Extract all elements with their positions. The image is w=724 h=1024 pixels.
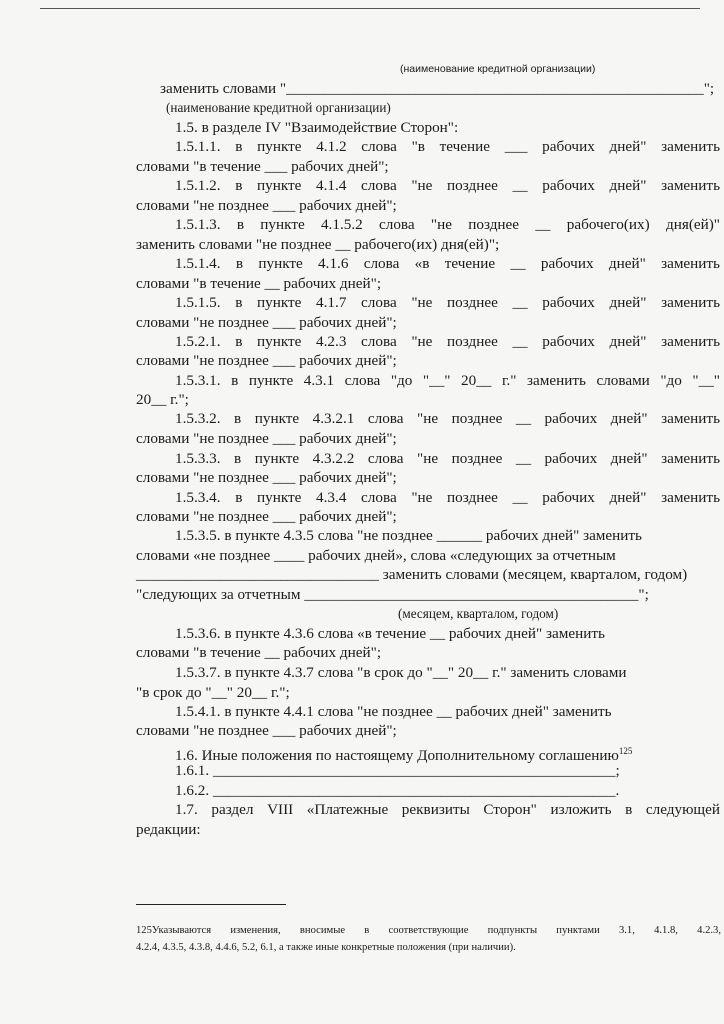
replace-note: (наименование кредитной организации) <box>166 100 391 115</box>
item-1-5-3-2-cont: словами "не позднее ___ рабочих дней"; <box>136 430 397 447</box>
item-1-5-3-4-cont: словами "не позднее ___ рабочих дней"; <box>136 508 397 525</box>
footnote-ref: 125 <box>618 746 633 756</box>
item-1-5-2-1: 1.5.2.1. в пункте 4.2.3 слова "не позднее __ рабочих дней" заменить <box>175 333 720 350</box>
item-1-5-3-6-cont: словами "в течение __ рабочих дней"; <box>136 644 382 661</box>
item-1-5-3-5: 1.5.3.5. в пункте 4.3.5 слова "не позднее ______ рабочих дней" заменить <box>175 527 642 544</box>
item-1-5-3-5-cont3: "следующих за отчетным ____________________________________________"; <box>136 586 649 603</box>
section-1-7-cont: редакции: <box>136 821 201 838</box>
item-1-5-1-3-cont: заменить словами "не позднее __ рабочего(их) дня(ей)"; <box>136 236 500 253</box>
item-1-5-1-4-cont: словами "в течение __ рабочих дней"; <box>136 275 382 292</box>
header-note: (наименование кредитной организации) <box>400 63 596 75</box>
replace-line: заменить словами "_______________________________________________________"; <box>160 80 715 97</box>
footnote-line-2: 4.2.4, 4.3.5, 4.3.8, 4.4.6, 5.2, 6.1, а также иные конкретные положения (при наличии). <box>136 942 516 953</box>
top-rule <box>40 8 700 9</box>
footnote-line-1: 125Указываются изменения, вносимые в соответствующие подпункты пунктами 3.1, 4.1.8, 4.2.3, <box>136 925 721 936</box>
item-1-5-3-3: 1.5.3.3. в пункте 4.3.2.2 слова "не позднее __ рабочих дней" заменить <box>175 450 720 467</box>
item-1-5-3-5-cont: словами «не позднее ____ рабочих дней», слова «следующих за отчетным <box>136 547 616 564</box>
item-1-5-3-1: 1.5.3.1. в пункте 4.3.1 слова "до "__" 20__ г." заменить словами "до "__" <box>175 372 720 389</box>
footnote-rule <box>136 904 286 905</box>
section-1-7: 1.7. раздел VIII «Платежные реквизиты Сторон" изложить в следующей <box>175 801 720 818</box>
item-1-5-1-4: 1.5.1.4. в пункте 4.1.6 слова «в течение __ рабочих дней" заменить <box>175 255 720 272</box>
item-1-5-3-4: 1.5.3.4. в пункте 4.3.4 слова "не позднее __ рабочих дней" заменить <box>175 489 720 506</box>
item-1-5-3-7-cont: "в срок до "__" 20__ г."; <box>136 684 290 701</box>
item-1-5-1-5: 1.5.1.5. в пункте 4.1.7 слова "не позднее __ рабочих дней" заменить <box>175 294 720 311</box>
item-1-5-1-5-cont: словами "не позднее ___ рабочих дней"; <box>136 314 397 331</box>
item-1-5-3-6: 1.5.3.6. в пункте 4.3.6 слова «в течение __ рабочих дней" заменить <box>175 625 605 642</box>
item-1-5-4-1-cont: словами "не позднее ___ рабочих дней"; <box>136 722 397 739</box>
item-1-5-1-3: 1.5.1.3. в пункте 4.1.5.2 слова "не позднее __ рабочего(их) дня(ей)" <box>175 216 720 233</box>
section-1-5: 1.5. в разделе IV "Взаимодействие Сторон": <box>175 119 459 136</box>
item-1-5-3-1-cont: 20__ г."; <box>136 391 189 408</box>
item-1-5-1-2-cont: словами "не позднее ___ рабочих дней"; <box>136 197 397 214</box>
item-1-5-4-1: 1.5.4.1. в пункте 4.4.1 слова "не позднее __ рабочих дней" заменить <box>175 703 612 720</box>
item-1-5-3-7: 1.5.3.7. в пункте 4.3.7 слова "в срок до "__" 20__ г." заменить словами <box>175 664 627 681</box>
item-1-5-3-3-cont: словами "не позднее ___ рабочих дней"; <box>136 469 397 486</box>
item-1-6-2: 1.6.2. _____________________________________________________. <box>175 782 620 799</box>
item-1-5-1-2: 1.5.1.2. в пункте 4.1.4 слова "не позднее __ рабочих дней" заменить <box>175 177 720 194</box>
item-1-5-1-1-cont: словами "в течение ___ рабочих дней"; <box>136 158 389 175</box>
item-1-6-1: 1.6.1. _____________________________________________________; <box>175 762 620 779</box>
item-1-5-3-5-note: (месяцем, кварталом, годом) <box>398 606 559 621</box>
section-1-6-text: 1.6. Иные положения по настоящему Дополнительному соглашению <box>175 747 619 765</box>
item-1-5-3-2: 1.5.3.2. в пункте 4.3.2.1 слова "не позднее __ рабочих дней" заменить <box>175 410 720 427</box>
item-1-5-2-1-cont: словами "не позднее ___ рабочих дней"; <box>136 352 397 369</box>
item-1-5-1-1: 1.5.1.1. в пункте 4.1.2 слова "в течение ___ рабочих дней" заменить <box>175 138 720 155</box>
item-1-5-3-5-cont2: ________________________________ заменить словами (месяцем, кварталом, годом) <box>136 566 688 583</box>
